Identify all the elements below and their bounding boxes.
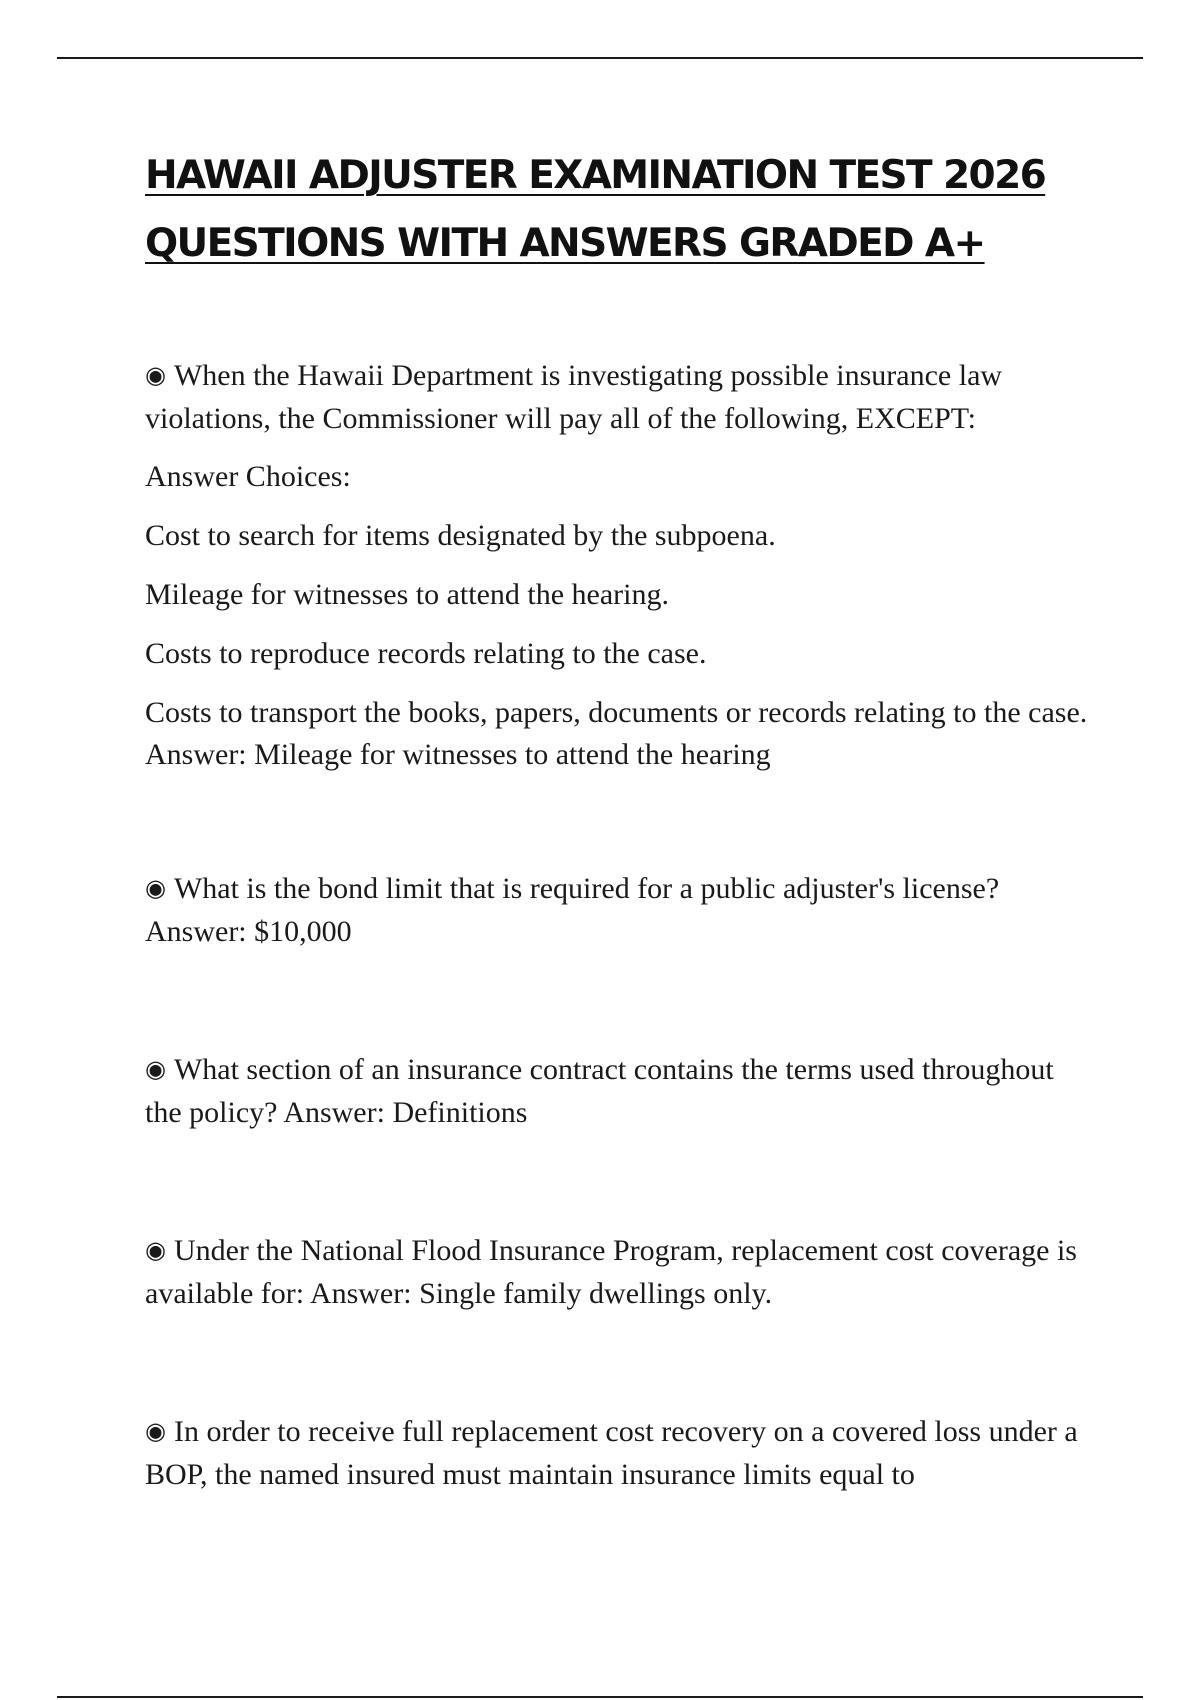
answer-choices-label: Answer Choices: xyxy=(145,460,351,493)
question-1 xyxy=(145,355,1090,776)
bullet-icon: ◉ xyxy=(145,1417,166,1445)
title-line-2: QUESTIONS WITH ANSWERS GRADED A+ xyxy=(145,221,985,266)
question-4-text: Under the National Flood Insurance Program, replacement cost coverage is available for: Answer: Single family dwellings only. xyxy=(145,1234,1077,1310)
bottom-rule xyxy=(57,1696,1143,1698)
question-5-text: In order to receive full replacement cost recovery on a covered loss under a BOP, the named insured must maintain insurance limits equal to xyxy=(145,1415,1078,1491)
bullet-icon: ◉ xyxy=(145,361,166,389)
answer-choice-4-with-answer: Costs to transport the books, papers, documents or records relating to the case. Answer: Mileage for witnesses to attend the hearing xyxy=(145,696,1088,771)
question-list xyxy=(145,355,1090,1496)
question-2 xyxy=(145,868,1090,953)
question-3-text: What section of an insurance contract contains the terms used throughout the policy? Answer: Definitions xyxy=(145,1053,1054,1129)
answer-choice-3: Costs to reproduce records relating to the case. xyxy=(145,637,707,670)
bullet-icon: ◉ xyxy=(145,1055,166,1083)
question-1-text: When the Hawaii Department is investigating possible insurance law violations, the Commissioner will pay all of the following, EXCEPT: xyxy=(145,359,1003,435)
bullet-icon: ◉ xyxy=(145,874,166,902)
question-3 xyxy=(145,1049,1090,1134)
question-2-text: What is the bond limit that is required for a public adjuster's license? Answer: $10,000 xyxy=(145,872,1000,948)
answer-choice-1: Cost to search for items designated by the subpoena. xyxy=(145,519,776,552)
question-5 xyxy=(145,1411,1090,1496)
question-4 xyxy=(145,1230,1090,1315)
title-line-1: HAWAII ADJUSTER EXAMINATION TEST 2026 xyxy=(145,153,1046,198)
document-title xyxy=(145,142,1105,278)
answer-choice-2: Mileage for witnesses to attend the hearing. xyxy=(145,578,670,611)
top-rule xyxy=(57,57,1143,59)
bullet-icon: ◉ xyxy=(145,1236,166,1264)
